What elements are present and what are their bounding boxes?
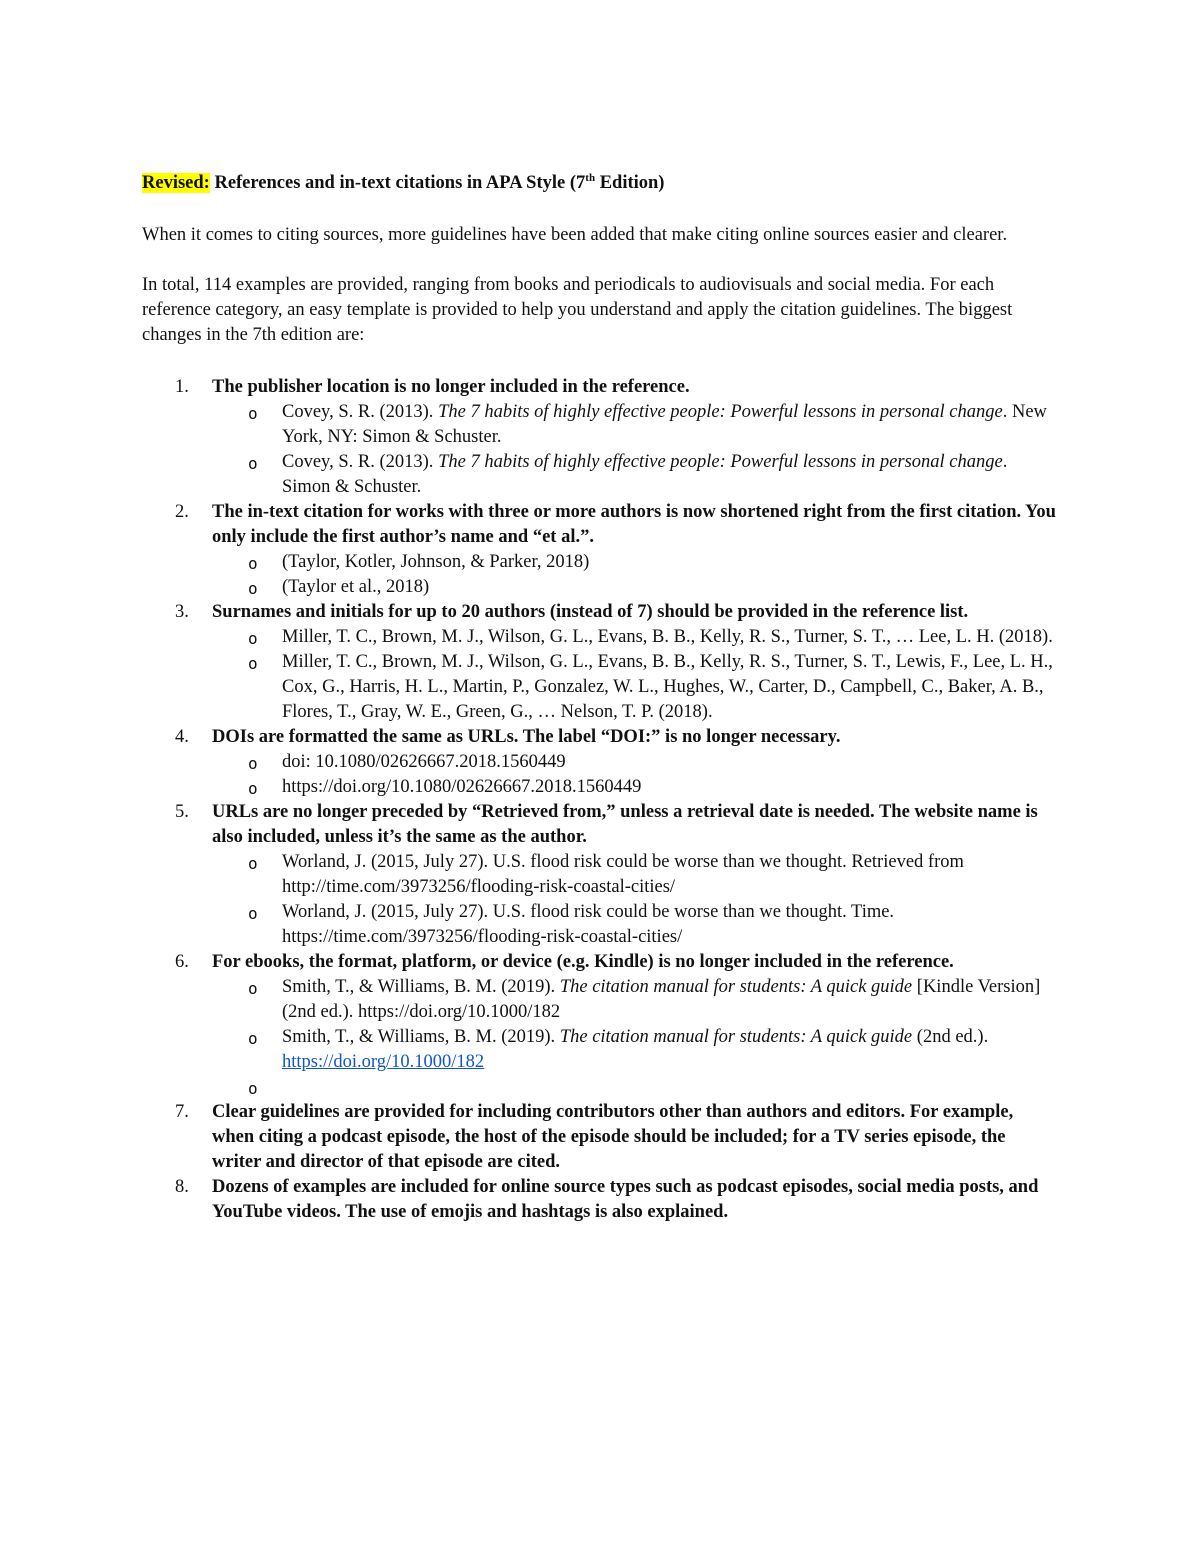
item-number: 7. bbox=[175, 1102, 189, 1122]
example-text-end: [Kindle Version] (2nd ed.). https://doi.org/10.1000/182 bbox=[282, 977, 1041, 1022]
list-item bbox=[142, 950, 1057, 1100]
example-item bbox=[212, 975, 1057, 1025]
bullet-icon: o bbox=[248, 554, 258, 573]
item-heading: The publisher location is no longer included in the reference. bbox=[212, 377, 690, 397]
item-number: 4. bbox=[175, 727, 189, 747]
example-list bbox=[212, 975, 1057, 1100]
example-list bbox=[212, 400, 1057, 500]
title-text: References and in-text citations in APA Style (7 bbox=[209, 173, 586, 193]
example-text: https://doi.org/10.1080/02626667.2018.1560449 bbox=[282, 777, 642, 797]
example-item bbox=[212, 575, 1057, 600]
example-title: The 7 habits of highly effective people: Powerful lessons in personal change bbox=[438, 402, 1003, 422]
item-number: 1. bbox=[175, 377, 189, 397]
item-heading: For ebooks, the format, platform, or device (e.g. Kindle) is no longer included in the reference. bbox=[212, 952, 954, 972]
item-number: 6. bbox=[175, 952, 189, 972]
example-item bbox=[212, 1075, 1057, 1100]
item-number: 3. bbox=[175, 602, 189, 622]
item-heading: The in-text citation for works with three or more authors is now shortened right from the first citation. You only include the first author’s name and “et al.”. bbox=[212, 502, 1056, 547]
bullet-icon: o bbox=[248, 754, 258, 773]
example-item bbox=[212, 550, 1057, 575]
example-text-end: (2nd ed.). bbox=[912, 1027, 989, 1047]
example-title: The citation manual for students: A quick guide bbox=[559, 1027, 913, 1047]
example-title: The 7 habits of highly effective people: Powerful lessons in personal change bbox=[438, 452, 1003, 472]
bullet-icon: o bbox=[248, 629, 258, 648]
title-superscript: th bbox=[585, 171, 596, 184]
example-list bbox=[212, 750, 1057, 800]
item-heading: Dozens of examples are included for online source types such as podcast episodes, social media posts, and YouTube videos. The use of emojis and hashtags is also explained. bbox=[212, 1177, 1039, 1222]
example-text: Covey, S. R. (2013). bbox=[282, 402, 439, 422]
example-item bbox=[212, 650, 1057, 725]
intro-paragraph-1: When it comes to citing sources, more guidelines have been added that make citing online sources easier and clearer. bbox=[142, 225, 1008, 245]
example-text: Miller, T. C., Brown, M. J., Wilson, G. L., Evans, B. B., Kelly, R. S., Turner, S. T., … Lee, L. H. (2018). bbox=[282, 627, 1053, 647]
example-text: Miller, T. C., Brown, M. J., Wilson, G. L., Evans, B. B., Kelly, R. S., Turner, S. T., Lewis, F., Lee, L. H., Cox, G., Harris, H. L., Martin, P., Gonzalez, W. L., Hughes, W., Carter, D., Campbell, C., Baker, A. B., Flores, T., Gray, W. E., Green, G., … Nelson, T. P. (2018). bbox=[282, 652, 1053, 722]
bullet-icon: o bbox=[248, 779, 258, 798]
bullet-icon: o bbox=[248, 654, 258, 673]
list-item bbox=[142, 375, 1057, 500]
example-item bbox=[212, 450, 1057, 500]
list-item bbox=[142, 600, 1057, 725]
example-text: Worland, J. (2015, July 27). U.S. flood risk could be worse than we thought. Retrieved from http://time.com/3973256/flooding-risk-coastal-cities/ bbox=[282, 852, 964, 897]
example-item bbox=[212, 775, 1057, 800]
bullet-icon: o bbox=[248, 454, 258, 473]
item-number: 5. bbox=[175, 802, 189, 822]
example-list bbox=[212, 625, 1057, 725]
bullet-icon: o bbox=[248, 404, 258, 423]
example-text: Covey, S. R. (2013). bbox=[282, 452, 439, 472]
list-item bbox=[142, 1175, 1057, 1225]
example-item bbox=[212, 850, 1057, 900]
example-item bbox=[212, 750, 1057, 775]
document-title bbox=[142, 170, 1057, 196]
example-text-end: . Simon & Schuster. bbox=[282, 452, 1008, 497]
bullet-icon: o bbox=[248, 1079, 258, 1098]
item-heading: URLs are no longer preceded by “Retrieved from,” unless a retrieval date is needed. The website name is also included, unless it’s the same as the author. bbox=[212, 802, 1038, 847]
example-item bbox=[212, 900, 1057, 950]
example-item bbox=[212, 625, 1057, 650]
intro-paragraph-2: In total, 114 examples are provided, ranging from books and periodicals to audiovisuals and social media. For each reference category, an easy template is provided to help you understand and apply the citation guidelines. The biggest changes in the 7th edition are: bbox=[142, 275, 1013, 345]
item-heading: DOIs are formatted the same as URLs. The label “DOI:” is no longer necessary. bbox=[212, 727, 841, 747]
example-text-end: . New York, NY: Simon & Schuster. bbox=[282, 402, 1047, 447]
changes-list bbox=[142, 375, 1057, 1225]
example-text: doi: 10.1080/02626667.2018.1560449 bbox=[282, 752, 566, 772]
bullet-icon: o bbox=[248, 854, 258, 873]
example-text: Worland, J. (2015, July 27). U.S. flood risk could be worse than we thought. Time. https://time.com/3973256/flooding-risk-coastal-cities/ bbox=[282, 902, 895, 947]
example-title: The citation manual for students: A quick guide bbox=[559, 977, 913, 997]
item-heading: Surnames and initials for up to 20 authors (instead of 7) should be provided in the reference list. bbox=[212, 602, 969, 622]
bullet-icon: o bbox=[248, 1029, 258, 1048]
example-text: (Taylor et al., 2018) bbox=[282, 577, 430, 597]
example-text: (Taylor, Kotler, Johnson, & Parker, 2018) bbox=[282, 552, 590, 572]
item-heading: Clear guidelines are provided for including contributors other than authors and editors. For example, when citing a podcast episode, the host of the episode should be included; for a TV series episode, the writer and director of that episode are cited. bbox=[212, 1102, 1014, 1172]
example-item bbox=[212, 400, 1057, 450]
example-list bbox=[212, 850, 1057, 950]
example-item bbox=[212, 1025, 1057, 1075]
list-item bbox=[142, 500, 1057, 600]
document-body bbox=[142, 170, 1057, 1225]
title-end: Edition) bbox=[595, 173, 665, 193]
bullet-icon: o bbox=[248, 579, 258, 598]
example-text: Smith, T., & Williams, B. M. (2019). bbox=[282, 977, 560, 997]
example-text: Smith, T., & Williams, B. M. (2019). bbox=[282, 1027, 560, 1047]
doi-link[interactable]: https://doi.org/10.1000/182 bbox=[282, 1052, 485, 1072]
item-number: 8. bbox=[175, 1177, 189, 1197]
list-item bbox=[142, 1100, 1057, 1175]
list-item bbox=[142, 725, 1057, 800]
example-list bbox=[212, 550, 1057, 600]
bullet-icon: o bbox=[248, 904, 258, 923]
bullet-icon: o bbox=[248, 979, 258, 998]
item-number: 2. bbox=[175, 502, 189, 522]
list-item bbox=[142, 800, 1057, 950]
revised-highlight: Revised: bbox=[142, 173, 210, 193]
